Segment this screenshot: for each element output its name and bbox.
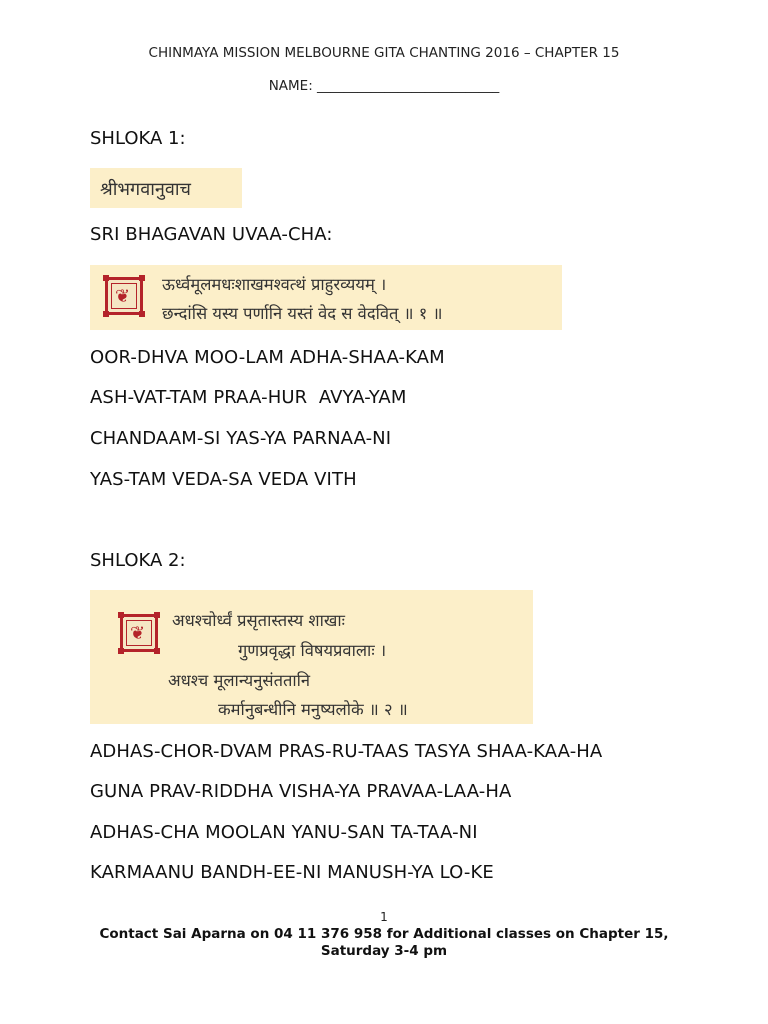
verse-2-devanagari-line-2: गुणप्रवृद्धा विषयप्रवालाः ।	[238, 641, 387, 660]
verse-2-line-4: KARMAANU BANDH-EE-NI MANUSH-YA LO-KE	[90, 862, 494, 883]
shloka-1-heading: SHLOKA 1:	[90, 128, 186, 149]
decorative-frame-icon: ❦	[105, 277, 143, 315]
speaker-devanagari-panel	[90, 168, 242, 208]
verse-1-line-4: YAS-TAM VEDA-SA VEDA VITH	[90, 469, 357, 490]
verse-2-devanagari-line-4: कर्मानुबन्धीनि मनुष्यलोके ॥ २ ॥	[218, 700, 408, 719]
verse-2-line-1: ADHAS-CHOR-DVAM PRAS-RU-TAAS TASYA SHAA-KAA-HA	[90, 741, 603, 762]
footer-contact	[0, 926, 768, 960]
verse-2-devanagari-line-1: अधश्चोर्ध्वं प्रसृतास्तस्य शाखाः	[172, 611, 346, 630]
footer-contact-line-2: Saturday 3-4 pm	[320, 943, 448, 959]
verse-1-devanagari-line-2: छन्दांसि यस्य पर्णानि यस्तं वेद स वेदवित् ॥ १ ॥	[162, 304, 443, 323]
decorative-frame-icon: ❦	[120, 614, 158, 652]
verse-2-devanagari-line-3: अधश्च मूलान्यनुसंततानि	[168, 671, 311, 690]
verse-1-line-1: OOR-DHVA MOO-LAM ADHA-SHAA-KAM	[90, 347, 445, 368]
speaker-transliteration: SRI BHAGAVAN UVAA-CHA:	[90, 224, 333, 245]
shloka-2-heading: SHLOKA 2:	[90, 550, 186, 571]
verse-2-devanagari-panel	[90, 590, 533, 724]
name-field-label: NAME: ___________________________	[268, 78, 500, 94]
document-title: CHINMAYA MISSION MELBOURNE GITA CHANTING 2016 – CHAPTER 15	[148, 45, 620, 61]
footer-contact-line-1: Contact Sai Aparna on 04 11 376 958 for Additional classes on Chapter 15,	[99, 926, 669, 942]
verse-2-line-3: ADHAS-CHA MOOLAN YANU-SAN TA-TAA-NI	[90, 822, 478, 843]
verse-1-line-3: CHANDAAM-SI YAS-YA PARNAA-NI	[90, 428, 392, 449]
speaker-devanagari: श्रीभगवानुवाच	[100, 179, 191, 200]
verse-1-line-2: ASH-VAT-TAM PRAA-HUR AVYA-YAM	[90, 387, 407, 408]
page-number: 1	[380, 910, 388, 924]
verse-1-devanagari-panel	[90, 265, 562, 330]
verse-1-devanagari-line-1: ऊर्ध्वमूलमधःशाखमश्वत्थं प्राहुरव्ययम् ।	[162, 275, 387, 294]
verse-2-line-2: GUNA PRAV-RIDDHA VISHA-YA PRAVAA-LAA-HA	[90, 781, 512, 802]
